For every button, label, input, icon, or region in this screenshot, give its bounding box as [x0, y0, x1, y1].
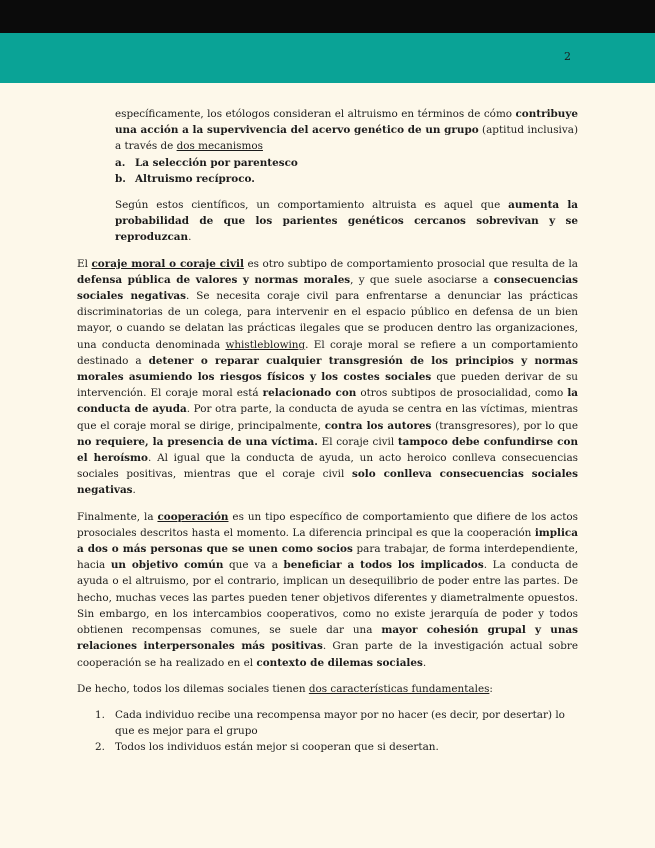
dilemmas-paragraph: De hecho, todos los dilemas sociales tienen dos características fundamentales:	[77, 682, 493, 695]
list-item: a. La selección por parentesco	[115, 156, 298, 169]
moral-courage-paragraph: El coraje moral o coraje civil es otro subtipo de comportamiento prosocial que resulta de la defensa pública de valores y normas morales, y que suele asociarse a consecuencias sociales negativas. Se necesita coraje civil para enfrentarse a denunciar las prácticas discriminatorias de un colega, para intervenir en el espacio público en defensa de un bien mayor, o cuando se delatan las prácticas ilegales que se producen dentro las organizaciones, una conducta denominada whistleblowing. El coraje moral se refiere a un comportamiento destinado a detener o reparar cualquier transgresión de los principios y normas morales asumiendo los riesgos físicos y los costes sociales que pueden derivar de su intervención. El coraje moral está relacionado con otros subtipos de prosocialidad, como la conducta de ayuda. Por otra parte, la conducta de ayuda se centra en las víctimas, mientras que el coraje moral se dirige, principalmente, contra los autores (transgresores), por lo que no requiere, la presencia de una víctima. El coraje civil tampoco debe confundirse con el heroísmo. Al igual que la conducta de ayuda, un acto heroico conlleva consecuencias sociales positivas, mientras que el coraje civil solo conlleva consecuencias sociales negativas.	[77, 257, 579, 497]
mechanisms-list	[77, 155, 578, 187]
page-number: 2	[564, 50, 571, 63]
list-item: 2. Todos los individuos están mejor si cooperan que si desertan.	[95, 741, 439, 754]
list-item: 1. Cada individuo recibe una recompensa mayor por no hacer (es decir, por desertar) lo que es mejor para el grupo	[95, 708, 565, 738]
cooperation-paragraph: Finalmente, la cooperación es un tipo específico de comportamiento que difiere de los actos prosociales descritos hasta el momento. La diferencia principal es que la cooperación implica a dos o más personas que se unen como socios para trabajar, de forma interdependiente, hacia un objetivo común que va a beneficiar a todos los implicados. La conducta de ayuda o el altruismo, por el contrario, implican un desequilibrio de poder entre las partes. De hecho, muchas veces las partes pueden tener objetivos diferentes y diametralmente opuestos. Sin embargo, en los intercambios cooperativos, como no existe jerarquía de poder y todos obtienen recompensas comunes, se suele dar una mayor cohesión grupal y unas relaciones interpersonales más positivas. Gran parte de la investigación actual sobre cooperación se ha realizado en el contexto de dilemas sociales.	[77, 510, 578, 669]
list-item: b. Altruismo recíproco.	[115, 172, 255, 185]
header-black-bar	[0, 0, 655, 33]
scientists-paragraph: Según estos científicos, un comportamiento altruista es aquel que aumenta la probabilidad de que los parientes genéticos cercanos sobrevivan y se reproduzcan.	[115, 199, 578, 244]
document-body	[77, 106, 578, 756]
header-teal-band	[0, 33, 655, 83]
intro-paragraph: específicamente, los etólogos consideran el altruismo en términos de cómo contribuye una acción a la supervivencia del acervo genético de un grupo (aptitud inclusiva) a través de dos mecanismos	[115, 108, 579, 153]
characteristics-list	[77, 707, 578, 756]
